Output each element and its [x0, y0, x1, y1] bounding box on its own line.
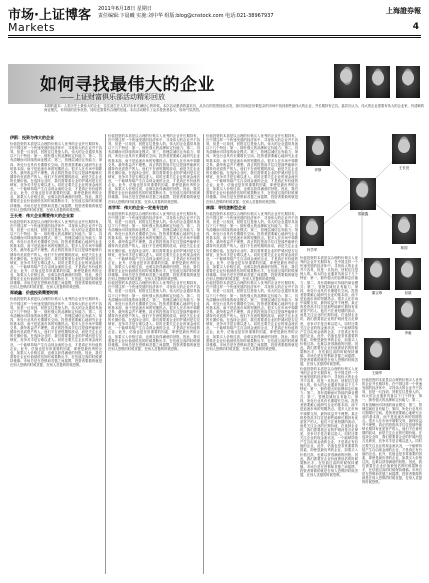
paper-name: 上海證券報: [386, 7, 421, 15]
header-rule: [8, 35, 421, 36]
column-divider: [105, 134, 106, 574]
person-name: 董宝珍: [371, 291, 383, 295]
column-text: 价值投资的本质是以合理的价格买入优秀的企业并长期持有。在中国这样一个快速发展的经济体中，寻找伟大的企业并不容易，但是一旦找到，回报往往是惊人的。伟大的企业通常具备以下几个特征：第一，拥有强大的品牌和定价能力；第二，具有清晰而可持续的商业模式；第三，管理层诚信且有能力；第四，所处行业具有长期增长空间。投资者需要耐心地研究企业的基本面，而不是追逐市场的短期热点。很多人在市场中频繁交易，最终收益并不理想。真正的投资高手往往是那些能够长期持有优质资产的人。他们不在意短期的波动，而是关注企业的长期价值。在选择企业时，我们需要看企业的护城河是否足够宽，竞争对手是否难以进入。同时还要关注企业的现金流状况，一个能够持续产生自由现金流的企业，才是真正有价值的企业。此外，估值也是非常重要的因素，即使是最优秀的企业，如果买入价格过高，也难以获得满意的回报。因此，我们需要在企业价值被低估的时候果断出手，在估值过高的时候保持谨慎。市场总是在恐惧和贪婪之间摇摆，投资者要做的就是在别人恐惧的时候贪婪，在别人贪婪的时候恐惧。: [206, 281, 298, 351]
article-column-5: [362, 378, 422, 574]
section-subtitle: Markets: [8, 21, 56, 34]
column-text: 价值投资的本质是以合理的价格买入优秀的企业并长期持有。在中国这样一个快速发展的经济体中，寻找伟大的企业并不容易，但是一旦找到，回报往往是惊人的。伟大的企业通常具备以下几个特征：第一，拥有强大的品牌和定价能力；第二，具有清晰而可持续的商业模式；第三，管理层诚信且有能力；第四，所处行业具有长期增长空间。投资者需要耐心地研究企业的基本面，而不是追逐市场的短期热点。很多人在市场中频繁交易，最终收益并不理想。真正的投资高手往往是那些能够长期持有优质资产的人。他们不在意短期的波动，而是关注企业的长期价值。在选择企业时，我们需要看企业的护城河是否足够宽，竞争对手是否难以进入。同时还要关注企业的现金流状况，一个能够持续产生自由现金流的企业，才是真正有价值的企业。此外，估值也是非常重要的因素，即使是最优秀的企业，如果买入价格过高，也难以获得满意的回报。因此，我们需要在企业价值被低估的时候果断出手，在估值过高的时候保持谨慎。市场总是在恐惧和贪婪之间摇摆，投资者要做的就是在别人恐惧的时候贪婪，在别人贪婪的时候恐惧。: [206, 134, 298, 204]
person-name: 李驰: [404, 331, 412, 335]
headline: 如何寻找最伟大的企业: [40, 75, 215, 95]
section-heading: 伊斯：投资与伟大的企业: [10, 135, 54, 140]
portrait-photo: [395, 258, 421, 290]
column-text: 价值投资的本质是以合理的价格买入优秀的企业并长期持有。在中国这样一个快速发展的经济体中，寻找伟大的企业并不容易，但是一旦找到，回报往往是惊人的。伟大的企业通常具备以下几个特征：第一，拥有强大的品牌和定价能力；第二，具有清晰而可持续的商业模式；第三，管理层诚信且有能力；第四，所处行业具有长期增长空间。投资者需要耐心地研究企业的基本面，而不是追逐市场的短期热点。很多人在市场中频繁交易，最终收益并不理想。真正的投资高手往往是那些能够长期持有优质资产的人。他们不在意短期的波动，而是关注企业的长期价值。在选择企业时，我们需要看企业的护城河是否足够宽，竞争对手是否难以进入。同时还要关注企业的现金流状况，一个能够持续产生自由现金流的企业，才是真正有价值的企业。此外，估值也是非常重要的因素，即使是最优秀的企业，如果买入价格过高，也难以获得满意的回报。因此，我们需要在企业价值被低估的时候果断出手，在估值过高的时候保持谨慎。市场总是在恐惧和贪婪之间摇摆，投资者要做的就是在别人恐惧的时候贪婪，在别人贪婪的时候恐惧。: [300, 256, 358, 367]
meta-editors: 责任编辑:卞晨曦 实施:刘中华 组版:blog@cnstock.com 电话:021-38967937: [98, 13, 274, 19]
page-meta: [98, 6, 274, 20]
portrait-photo: [364, 338, 390, 370]
person-name: 林园: [400, 246, 408, 250]
meta-date: 2011年6月18日 星期日: [98, 6, 152, 12]
column-text: 价值投资的本质是以合理的价格买入优秀的企业并长期持有。在中国这样一个快速发展的经济体中，寻找伟大的企业并不容易，但是一旦找到，回报往往是惊人的。伟大的企业通常具备以下几个特征：第一，拥有强大的品牌和定价能力；第二，具有清晰而可持续的商业模式；第三，管理层诚信且有能力；第四，所处行业具有长期增长空间。投资者需要耐心地研究企业的基本面，而不是追逐市场的短期热点。很多人在市场中频繁交易，最终收益并不理想。真正的投资高手往往是那些能够长期持有优质资产的人。他们不在意短期的波动，而是关注企业的长期价值。在选择企业时，我们需要看企业的护城河是否足够宽，竞争对手是否难以进入。同时还要关注企业的现金流状况，一个能够持续产生自由现金流的企业，才是真正有价值的企业。此外，估值也是非常重要的因素，即使是最优秀的企业，如果买入价格过高，也难以获得满意的回报。因此，我们需要在企业价值被低估的时候果断出手，在估值过高的时候保持谨慎。市场总是在恐惧和贪婪之间摇摆，投资者要做的就是在别人恐惧的时候贪婪，在别人贪婪的时候恐惧。: [10, 219, 102, 290]
column-text: 价值投资的本质是以合理的价格买入优秀的企业并长期持有。在中国这样一个快速发展的经济体中，寻找伟大的企业并不容易，但是一旦找到，回报往往是惊人的。伟大的企业通常具备以下几个特征：第一，拥有强大的品牌和定价能力；第二，具有清晰而可持续的商业模式；第三，管理层诚信且有能力；第四，所处行业具有长期增长空间。投资者需要耐心地研究企业的基本面，而不是追逐市场的短期热点。很多人在市场中频繁交易，最终收益并不理想。真正的投资高手往往是那些能够长期持有优质资产的人。他们不在意短期的波动，而是关注企业的长期价值。在选择企业时，我们需要看企业的护城河是否足够宽，竞争对手是否难以进入。同时还要关注企业的现金流状况，一个能够持续产生自由现金流的企业，才是真正有价值的企业。此外，估值也是非常重要的因素，即使是最优秀的企业，如果买入价格过高，也难以获得满意的回报。因此，我们需要在企业价值被低估的时候果断出手，在估值过高的时候保持谨慎。市场总是在恐惧和贪婪之间摇摆，投资者要做的就是在别人恐惧的时候贪婪，在别人贪婪的时候恐惧。: [206, 211, 298, 282]
column-text: 价值投资的本质是以合理的价格买入优秀的企业并长期持有。在中国这样一个快速发展的经济体中，寻找伟大的企业并不容易，但是一旦找到，回报往往是惊人的。伟大的企业通常具备以下几个特征：第一，拥有强大的品牌和定价能力；第二，具有清晰而可持续的商业模式；第三，管理层诚信且有能力；第四，所处行业具有长期增长空间。投资者需要耐心地研究企业的基本面，而不是追逐市场的短期热点。很多人在市场中频繁交易，最终收益并不理想。真正的投资高手往往是那些能够长期持有优质资产的人。他们不在意短期的波动，而是关注企业的长期价值。在选择企业时，我们需要看企业的护城河是否足够宽，竞争对手是否难以进入。同时还要关注企业的现金流状况，一个能够持续产生自由现金流的企业，才是真正有价值的企业。此外，估值也是非常重要的因素，即使是最优秀的企业，如果买入价格过高，也难以获得满意的回报。因此，我们需要在企业价值被低估的时候果断出手，在估值过高的时候保持谨慎。市场总是在恐惧和贪婪之间摇摆，投资者要做的就是在别人恐惧的时候贪婪，在别人贪婪的时候恐惧。: [108, 134, 200, 204]
person-name: 肖学军: [306, 248, 318, 252]
section-heading: 王长亮：伟大企业需要伟大的企业家: [10, 212, 74, 218]
column-text: 价值投资的本质是以合理的价格买入优秀的企业并长期持有。在中国这样一个快速发展的经济体中，寻找伟大的企业并不容易，但是一旦找到，回报往往是惊人的。伟大的企业通常具备以下几个特征：第一，拥有强大的品牌和定价能力；第二，具有清晰而可持续的商业模式；第三，管理层诚信且有能力；第四，所处行业具有长期增长空间。投资者需要耐心地研究企业的基本面，而不是追逐市场的短期热点。很多人在市场中频繁交易，最终收益并不理想。真正的投资高手往往是那些能够长期持有优质资产的人。他们不在意短期的波动，而是关注企业的长期价值。在选择企业时，我们需要看企业的护城河是否足够宽，竞争对手是否难以进入。同时还要关注企业的现金流状况，一个能够持续产生自由现金流的企业，才是真正有价值的企业。此外，估值也是非常重要的因素，即使是最优秀的企业，如果买入价格过高，也难以获得满意的回报。因此，我们需要在企业价值被低估的时候果断出手，在估值过高的时候保持谨慎。市场总是在恐惧和贪婪之间摇摆，投资者要做的就是在别人恐惧的时候贪婪，在别人贪婪的时候恐惧。: [108, 281, 200, 351]
person-name: 伊斯: [314, 168, 322, 172]
article-column-1: [10, 134, 102, 574]
portrait-photo: [392, 214, 416, 244]
article-column-4: [300, 256, 358, 574]
header-rule-thin: [8, 37, 421, 38]
person-name: 王长亮: [398, 166, 410, 170]
portrait-photo: [392, 134, 416, 164]
portrait-photo: [306, 136, 330, 166]
column-text: 价值投资的本质是以合理的价格买入优秀的企业并长期持有。在中国这样一个快速发展的经济体中，寻找伟大的企业并不容易，但是一旦找到，回报往往是惊人的。伟大的企业通常具备以下几个特征：第一，拥有强大的品牌和定价能力；第二，具有清晰而可持续的商业模式；第三，管理层诚信且有能力；第四，所处行业具有长期增长空间。投资者需要耐心地研究企业的基本面，而不是追逐市场的短期热点。很多人在市场中频繁交易，最终收益并不理想。真正的投资高手往往是那些能够长期持有优质资产的人。他们不在意短期的波动，而是关注企业的长期价值。在选择企业时，我们需要看企业的护城河是否足够宽，竞争对手是否难以进入。同时还要关注企业的现金流状况，一个能够持续产生自由现金流的企业，才是真正有价值的企业。此外，估值也是非常重要的因素，即使是最优秀的企业，如果买入价格过高，也难以获得满意的回报。因此，我们需要在企业价值被低估的时候果断出手，在估值过高的时候保持谨慎。市场总是在恐惧和贪婪之间摇摆，投资者要做的就是在别人恐惧的时候贪婪，在别人贪婪的时候恐惧。: [10, 142, 102, 212]
column-divider: [203, 134, 204, 574]
portrait-photo: [364, 258, 390, 290]
column-text: 价值投资的本质是以合理的价格买入优秀的企业并长期持有。在中国这样一个快速发展的经济体中，寻找伟大的企业并不容易，但是一旦找到，回报往往是惊人的。伟大的企业通常具备以下几个特征：第一，拥有强大的品牌和定价能力；第二，具有清晰而可持续的商业模式；第三，管理层诚信且有能力；第四，所处行业具有长期增长空间。投资者需要耐心地研究企业的基本面，而不是追逐市场的短期热点。很多人在市场中频繁交易，最终收益并不理想。真正的投资高手往往是那些能够长期持有优质资产的人。他们不在意短期的波动，而是关注企业的长期价值。在选择企业时，我们需要看企业的护城河是否足够宽，竞争对手是否难以进入。同时还要关注企业的现金流状况，一个能够持续产生自由现金流的企业，才是真正有价值的企业。此外，估值也是非常重要的因素，即使是最优秀的企业，如果买入价格过高，也难以获得满意的回报。因此，我们需要在企业价值被低估的时候果断出手，在估值过高的时候保持谨慎。市场总是在恐惧和贪婪之间摇摆，投资者要做的就是在别人恐惧的时候贪婪，在别人贪婪的时候恐惧。: [362, 378, 422, 485]
column-text: 价值投资的本质是以合理的价格买入优秀的企业并长期持有。在中国这样一个快速发展的经济体中，寻找伟大的企业并不容易，但是一旦找到，回报往往是惊人的。伟大的企业通常具备以下几个特征：第一，拥有强大的品牌和定价能力；第二，具有清晰而可持续的商业模式；第三，管理层诚信且有能力；第四，所处行业具有长期增长空间。投资者需要耐心地研究企业的基本面，而不是追逐市场的短期热点。很多人在市场中频繁交易，最终收益并不理想。真正的投资高手往往是那些能够长期持有优质资产的人。他们不在意短期的波动，而是关注企业的长期价值。在选择企业时，我们需要看企业的护城河是否足够宽，竞争对手是否难以进入。同时还要关注企业的现金流状况，一个能够持续产生自由现金流的企业，才是真正有价值的企业。此外，估值也是非常重要的因素，即使是最优秀的企业，如果买入价格过高，也难以获得满意的回报。因此，我们需要在企业价值被低估的时候果断出手，在估值过高的时候保持谨慎。市场总是在恐惧和贪婪之间摇摆，投资者要做的就是在别人恐惧的时候贪婪，在别人贪婪的时候恐惧。: [108, 211, 200, 282]
article-column-3: [206, 134, 298, 574]
portrait-photo: [350, 178, 376, 210]
section-title: 市场·上证博客: [8, 8, 91, 23]
portrait-photo: [366, 66, 390, 98]
person-name: 但斌: [404, 291, 412, 295]
article-column-2: [108, 134, 200, 574]
lead-paragraph: 本期的嘉宾：人类历史上最伟大的企业，往往诞生在人类对未来充满信心的时候。本次活动邀请的嘉宾们，从各自的投资经验出发，探讨如何在纷繁复杂的市场中找到那些最伟大的企业，并长期持有它们。嘉宾们认为，伟大的企业需要有伟大的企业家，有清晰的商业模式，有持续的竞争优势，同时还需要有合理的估值。本次活动吸引了众多投资者参与，现场气氛热烈。: [44, 104, 424, 113]
section-heading: 郑晓鑫：价值投资需要时间: [10, 290, 58, 296]
person-name: 王晓军: [371, 371, 383, 375]
portrait-photo: [395, 298, 421, 330]
column-text: 价值投资的本质是以合理的价格买入优秀的企业并长期持有。在中国这样一个快速发展的经济体中，寻找伟大的企业并不容易，但是一旦找到，回报往往是惊人的。伟大的企业通常具备以下几个特征：第一，拥有强大的品牌和定价能力；第二，具有清晰而可持续的商业模式；第三，管理层诚信且有能力；第四，所处行业具有长期增长空间。投资者需要耐心地研究企业的基本面，而不是追逐市场的短期热点。很多人在市场中频繁交易，最终收益并不理想。真正的投资高手往往是那些能够长期持有优质资产的人。他们不在意短期的波动，而是关注企业的长期价值。在选择企业时，我们需要看企业的护城河是否足够宽，竞争对手是否难以进入。同时还要关注企业的现金流状况，一个能够持续产生自由现金流的企业，才是真正有价值的企业。此外，估值也是非常重要的因素，即使是最优秀的企业，如果买入价格过高，也难以获得满意的回报。因此，我们需要在企业价值被低估的时候果断出手，在估值过高的时候保持谨慎。市场总是在恐惧和贪婪之间摇摆，投资者要做的就是在别人恐惧的时候贪婪，在别人贪婪的时候恐惧。: [300, 366, 358, 477]
page-number: 4: [412, 22, 419, 32]
portrait-photo: [300, 216, 324, 246]
subheadline: ——上证财富俱乐部活动精彩回放: [60, 93, 165, 101]
portrait-photo: [396, 66, 420, 98]
column-text: 价值投资的本质是以合理的价格买入优秀的企业并长期持有。在中国这样一个快速发展的经济体中，寻找伟大的企业并不容易，但是一旦找到，回报往往是惊人的。伟大的企业通常具备以下几个特征：第一，拥有强大的品牌和定价能力；第二，具有清晰而可持续的商业模式；第三，管理层诚信且有能力；第四，所处行业具有长期增长空间。投资者需要耐心地研究企业的基本面，而不是追逐市场的短期热点。很多人在市场中频繁交易，最终收益并不理想。真正的投资高手往往是那些能够长期持有优质资产的人。他们不在意短期的波动，而是关注企业的长期价值。在选择企业时，我们需要看企业的护城河是否足够宽，竞争对手是否难以进入。同时还要关注企业的现金流状况，一个能够持续产生自由现金流的企业，才是真正有价值的企业。此外，估值也是非常重要的因素，即使是最优秀的企业，如果买入价格过高，也难以获得满意的回报。因此，我们需要在企业价值被低估的时候果断出手，在估值过高的时候保持谨慎。市场总是在恐惧和贪婪之间摇摆，投资者要做的就是在别人恐惧的时候贪婪，在别人贪婪的时候恐惧。: [10, 297, 102, 367]
section-heading: 肖学军：伟大的企业一定是专注的: [108, 204, 168, 210]
person-name: 郑晓鑫: [357, 212, 369, 216]
section-heading: 林园：寻找垄断型企业: [206, 204, 246, 210]
portrait-photo: [334, 64, 360, 98]
